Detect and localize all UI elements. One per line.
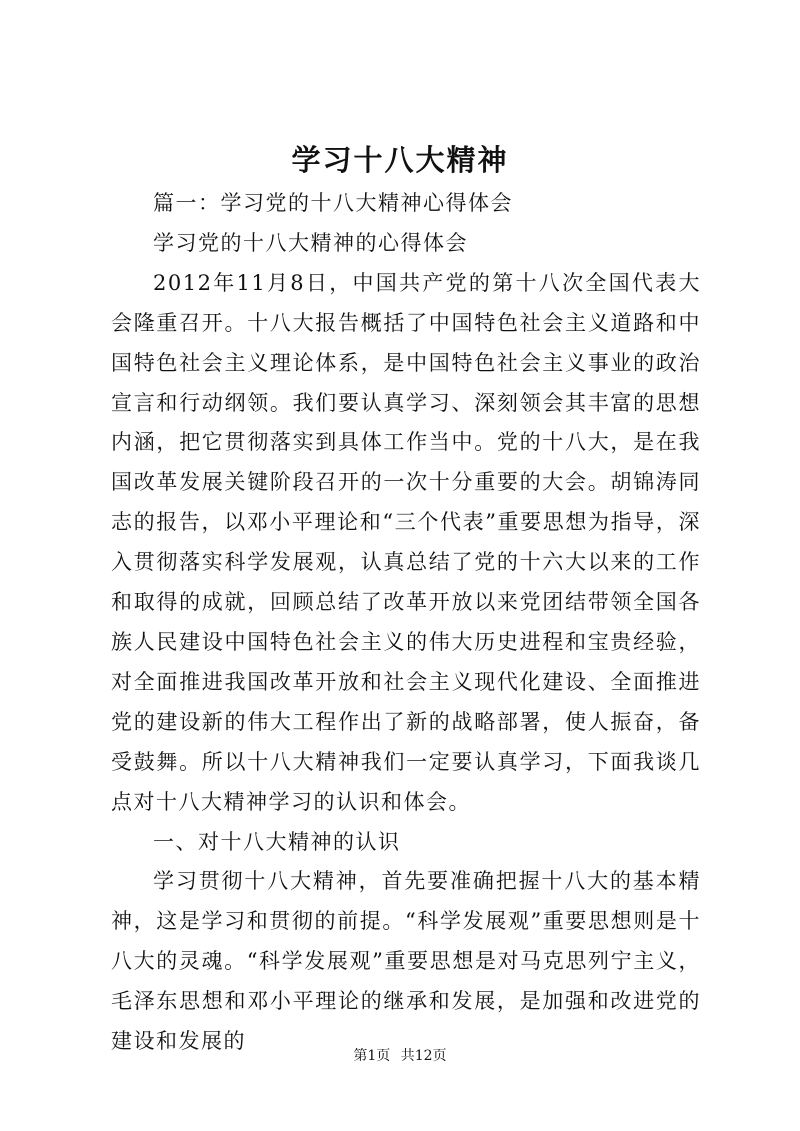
document-body <box>111 184 701 1062</box>
page-total: 共12页 <box>400 1048 447 1064</box>
page-number: 第1页 <box>353 1048 391 1064</box>
document-title: 学习十八大精神 <box>291 143 509 177</box>
paragraph: 2012年11月8日，中国共产党的第十八次全国代表大会隆重召开。十八大报告概括了中国特色社会主义道路和中国特色社会主义理论体系，是中国特色社会主义事业的政治宣言和行动纲领。我们要认真学习、深刻领会其丰富的思想内涵，把它贯彻落实到具体工作当中。党的十八大，是在我国改革发展关键阶段召开的一次十分重要的大会。胡锦涛同志的报告，以邓小平理论和“三个代表”重要思想为指导，深入贯彻落实科学发展观，认真总结了党的十六大以来的工作和取得的成就，回顾总结了改革开放以来党团结带领全国各族人民建设中国特色社会主义的伟大历史进程和宝贵经验，对全面推进我国改革开放和社会主义现代化建设、全面推进党的建设新的伟大工程作出了新的战略部署，使人振奋，备受鼓舞。所以十八大精神我们一定要认真学习，下面我谈几点对十八大精神学习的认识和体会。 <box>111 270 701 814</box>
paragraph: 学习贯彻十八大精神，首先要准确把握十八大的基本精神，这是学习和贯彻的前提。“科学发展观”重要思想则是十八大的灵魂。“科学发展观”重要思想是对马克思列宁主义，毛泽东思想和邓小平理论的继承和发展，是加强和改进党的建设和发展的 <box>111 869 701 1054</box>
section-heading: 一、对十八大精神的认识 <box>153 829 401 854</box>
page-footer <box>0 1046 800 1066</box>
subheading: 学习党的十八大精神的心得体会 <box>153 230 468 255</box>
section-heading: 篇一：学习党的十八大精神心得体会 <box>153 191 513 215</box>
